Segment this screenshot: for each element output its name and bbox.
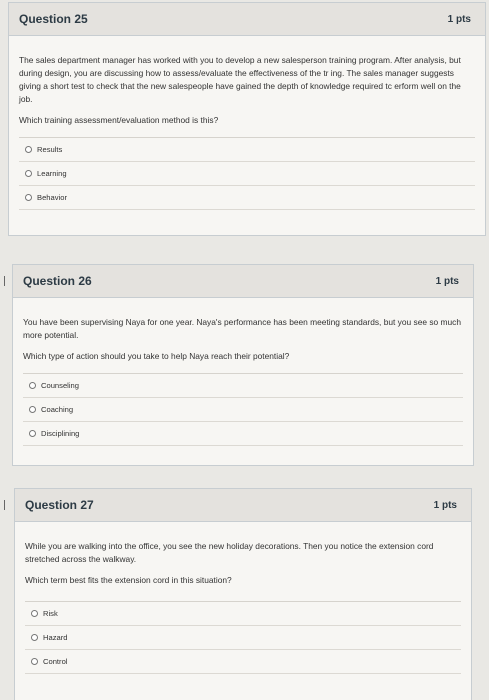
answer-list bbox=[19, 137, 475, 210]
question-title: Question 26 bbox=[23, 274, 92, 288]
answer-option[interactable] bbox=[23, 422, 463, 446]
question-points: 1 pts bbox=[435, 275, 459, 287]
answer-label: Coaching bbox=[41, 405, 74, 414]
radio-button[interactable] bbox=[31, 610, 38, 617]
answer-label: Learning bbox=[37, 169, 67, 178]
question-points: 1 pts bbox=[447, 13, 471, 25]
question-card-26 bbox=[12, 264, 474, 466]
answer-option[interactable] bbox=[19, 162, 475, 186]
question-card-27 bbox=[14, 488, 472, 700]
question-points: 1 pts bbox=[433, 499, 457, 511]
question-text: The sales department manager has worked with you to develop a new salesperson training program. After analysis, but during design, you are discussing how to assess/evaluate the effectiveness of the tr ing. The sales manager suggests giving a short test to check that the new salespeople have gained the depth of knowledge required tc erform well on the job. bbox=[19, 55, 461, 104]
question-title: Question 27 bbox=[25, 498, 94, 512]
radio-button[interactable] bbox=[31, 658, 38, 665]
radio-button[interactable] bbox=[25, 194, 32, 201]
radio-button[interactable] bbox=[29, 406, 36, 413]
answer-label: Counseling bbox=[41, 381, 79, 390]
radio-button[interactable] bbox=[25, 170, 32, 177]
answer-option[interactable] bbox=[25, 602, 461, 626]
answer-option[interactable] bbox=[19, 138, 475, 162]
answer-label: Hazard bbox=[43, 633, 68, 642]
answer-option[interactable] bbox=[23, 398, 463, 422]
answer-label: Behavior bbox=[37, 193, 67, 202]
question-header bbox=[13, 265, 473, 298]
question-flag-icon[interactable] bbox=[0, 500, 5, 510]
radio-button[interactable] bbox=[29, 382, 36, 389]
answer-label: Disciplining bbox=[41, 429, 80, 438]
answer-option[interactable] bbox=[25, 626, 461, 650]
answer-label: Risk bbox=[43, 609, 58, 618]
question-flag-icon[interactable] bbox=[0, 276, 5, 286]
question-card-25 bbox=[8, 2, 486, 236]
question-prompt: Which training assessment/evaluation method is this? bbox=[19, 115, 219, 125]
radio-button[interactable] bbox=[31, 634, 38, 641]
answer-list bbox=[23, 373, 463, 446]
question-text: You have been supervising Naya for one year. Naya's performance has been meeting standards, but you see so much more potential. bbox=[23, 317, 461, 340]
question-text: While you are walking into the office, you see the new holiday decorations. Then you notice the extension cord stretched across the walkway. bbox=[25, 541, 434, 564]
answer-label: Results bbox=[37, 145, 63, 154]
answer-list bbox=[25, 601, 461, 674]
question-header bbox=[15, 489, 471, 522]
question-header bbox=[9, 3, 485, 36]
question-prompt: Which type of action should you take to help Naya reach their potential? bbox=[23, 351, 290, 361]
question-prompt: Which term best fits the extension cord in this situation? bbox=[25, 575, 232, 585]
answer-option[interactable] bbox=[19, 186, 475, 210]
answer-option[interactable] bbox=[25, 650, 461, 674]
answer-label: Control bbox=[43, 657, 68, 666]
radio-button[interactable] bbox=[25, 146, 32, 153]
radio-button[interactable] bbox=[29, 430, 36, 437]
question-title: Question 25 bbox=[19, 12, 88, 26]
answer-option[interactable] bbox=[23, 374, 463, 398]
